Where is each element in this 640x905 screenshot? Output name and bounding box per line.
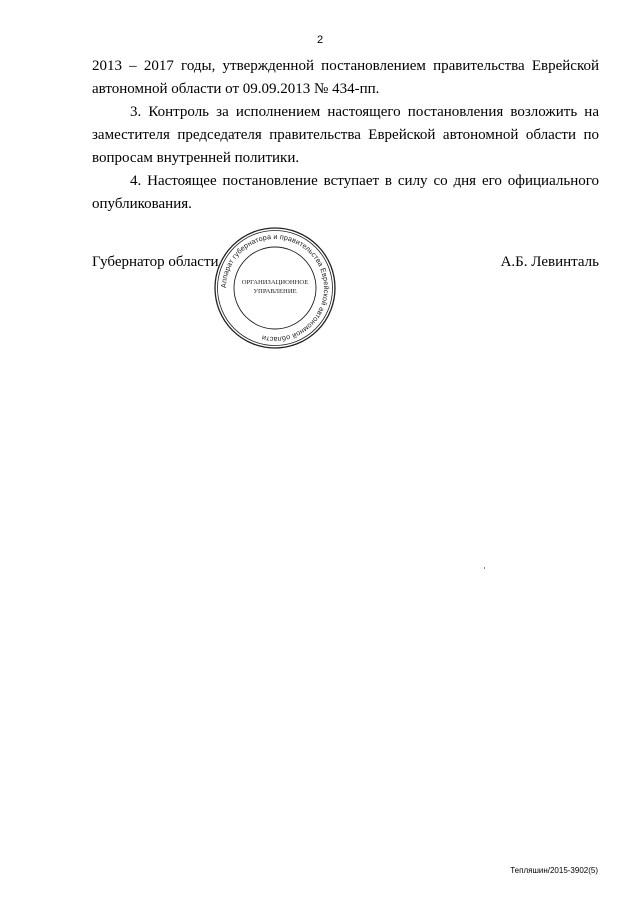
signatory-name: А.Б. Левинталь — [500, 254, 599, 270]
seal-center-line-1: ОРГАНИЗАЦИОННОЕ — [241, 279, 309, 286]
paragraph-3: 3. Контроль за исполнением настоящего постановления возложить на заместителя председателя правительства Еврейской автономной области по вопросам внутренней политики. — [92, 104, 599, 166]
paragraph-4: 4. Настоящее постановление вступает в силу со дня его официального опубликования. — [92, 173, 599, 212]
seal-center-line-2: УПРАВЛЕНИЕ — [253, 288, 297, 295]
signatory-position: Губернатор области — [92, 254, 219, 270]
footer-document-code: Тепляшин/2015-3902(5) — [510, 866, 598, 875]
signature-block — [92, 250, 599, 274]
document-body — [92, 55, 599, 216]
page-number: 2 — [316, 34, 324, 46]
seal-ring-text: Аппарат губернатора и правительства Еврейской автономной области — [218, 231, 332, 345]
scan-speck — [484, 567, 485, 569]
paragraph-continuation: 2013 – 2017 годы, утвержденной постановлением правительства Еврейской автономной области от 09.09.2013 № 434-пп. — [92, 58, 599, 97]
official-seal-stamp — [212, 225, 338, 351]
